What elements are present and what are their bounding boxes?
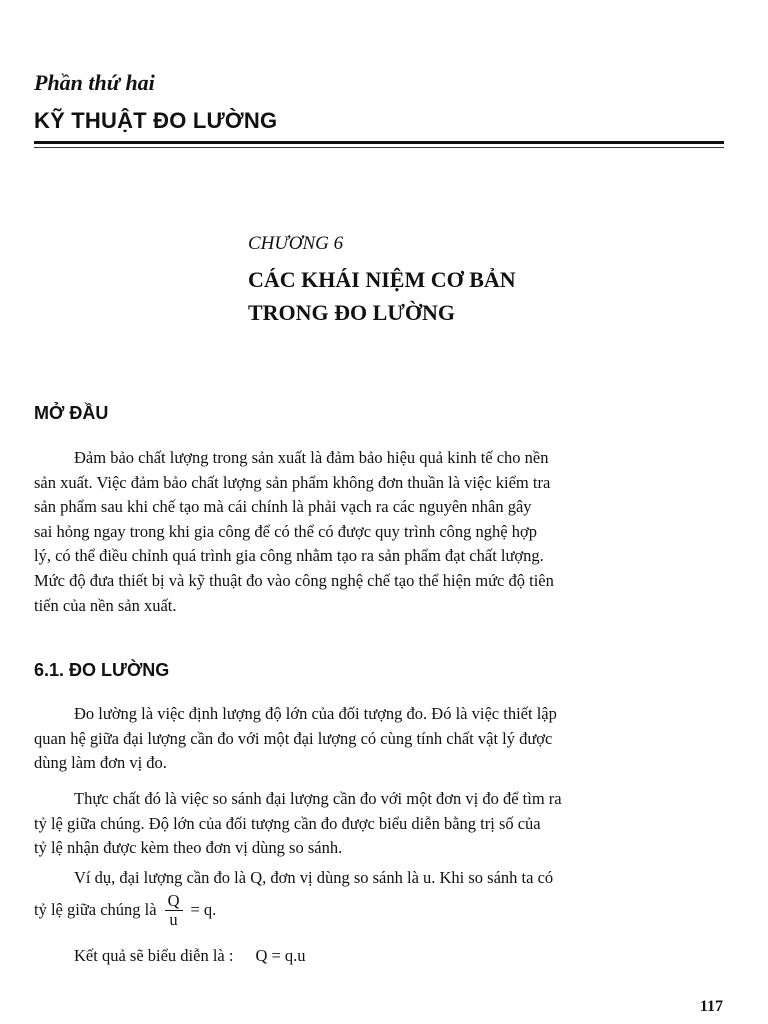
paragraph-line: Mức độ đưa thiết bị và kỹ thuật đo vào công nghệ chế tạo thể hiện mức độ tiên bbox=[34, 570, 554, 590]
paragraph-line: Ví dụ, đại lượng cần đo là Q, đơn vị dùng so sánh là u. Khi so sánh ta có bbox=[74, 868, 554, 887]
ratio-prefix: tỷ lệ giữa chúng là bbox=[34, 900, 157, 919]
paragraph-line: sản phẩm sau khi chế tạo mà cái chính là phải vạch ra các nguyên nhân gây bbox=[34, 497, 532, 517]
result-formula: Q = q.u bbox=[255, 946, 306, 965]
header-rule-thick bbox=[34, 141, 724, 144]
part-label: Phần thứ hai bbox=[34, 70, 155, 95]
paragraph-line: Đo lường là việc định lượng độ lớn của đối tượng đo. Đó là việc thiết lập bbox=[74, 704, 557, 723]
section-heading: 6.1. ĐO LƯỜNG bbox=[34, 660, 170, 680]
paragraph-line: tỷ lệ giữa chúng. Độ lớn của đối tượng cần đo được biểu diễn bằng trị số của bbox=[34, 813, 541, 833]
paragraph-line: sản xuất. Việc đảm bảo chất lượng sản phẩm không đơn thuần là việc kiểm tra bbox=[34, 472, 551, 492]
ratio-suffix: = q. bbox=[190, 900, 217, 919]
chapter-title bbox=[248, 263, 688, 329]
intro-heading: MỞ ĐẦU bbox=[34, 403, 109, 423]
chapter-title-line: TRONG ĐO LƯỜNG bbox=[248, 300, 455, 325]
paragraph-line: tiến của nền sản xuất. bbox=[34, 595, 177, 615]
section-paragraph-3 bbox=[34, 866, 724, 891]
ratio-fraction bbox=[165, 892, 183, 929]
chapter-title-line: CÁC KHÁI NIỆM CƠ BẢN bbox=[248, 267, 516, 292]
result-label: Kết quả sẽ biểu diễn là : bbox=[74, 946, 234, 965]
paragraph-line: dùng làm đơn vị đo. bbox=[34, 753, 167, 773]
paragraph-line: Thực chất đó là việc so sánh đại lượng cần đo với một đơn vị đo để tìm ra bbox=[74, 789, 562, 808]
fraction-denominator: u bbox=[169, 909, 178, 929]
intro-paragraph bbox=[34, 446, 724, 618]
header-rule-thin bbox=[34, 147, 724, 148]
paragraph-line: lý, có thể điều chỉnh quá trình gia công nhằm tạo ra sản phẩm đạt chất lượng. bbox=[34, 546, 544, 566]
paragraph-line: quan hệ giữa đại lượng cần đo với một đại lượng có cùng tính chất vật lý được bbox=[34, 728, 553, 748]
section-paragraph-1 bbox=[34, 702, 724, 776]
paragraph-line: sai hỏng ngay trong khi gia công để có thể có được quy trình công nghệ hợp bbox=[34, 521, 537, 541]
paragraph-line: Đảm bảo chất lượng trong sản xuất là đảm bảo hiệu quả kinh tế cho nền bbox=[74, 448, 549, 467]
paragraph-line: tỷ lệ nhận được kèm theo đơn vị dùng so sánh. bbox=[34, 838, 343, 858]
page-number: 117 bbox=[699, 998, 723, 1015]
part-title: KỸ THUẬT ĐO LƯỜNG bbox=[34, 108, 278, 133]
result-line bbox=[74, 946, 306, 966]
section-paragraph-2 bbox=[34, 787, 724, 861]
ratio-line bbox=[34, 890, 216, 930]
fraction-numerator: Q bbox=[167, 890, 180, 910]
chapter-label: CHƯƠNG 6 bbox=[248, 233, 344, 254]
